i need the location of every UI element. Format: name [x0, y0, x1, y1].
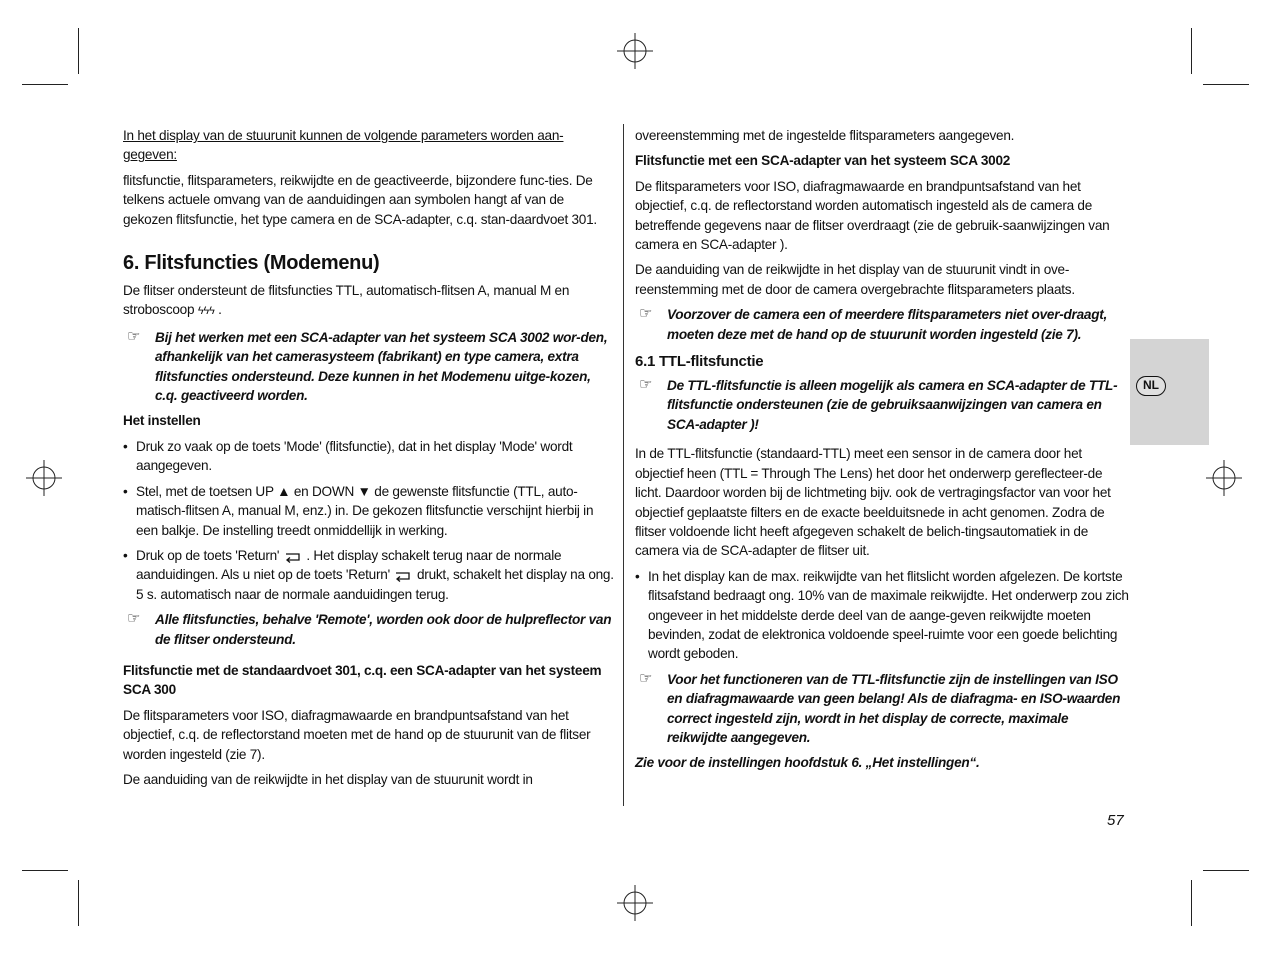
list-item [123, 437, 615, 476]
crop-mark [78, 880, 79, 926]
bullet-icon: • [123, 547, 128, 563]
modes-text: De flitser ondersteunt de flitsfuncties TTL, automatisch-flitsen A, manual M en stroboscoop [123, 283, 570, 318]
note-manual-parameters [635, 305, 1130, 344]
stroboscope-icon: ϟϟϟ [197, 305, 215, 318]
list-item [123, 546, 615, 604]
registration-mark-left [26, 460, 62, 496]
bullet-icon: • [635, 568, 640, 584]
pointing-hand-icon: ☞ [127, 610, 141, 628]
list-item [123, 482, 615, 540]
closing-reference: Zie voor de instellingen hoofdstuk 6. „Het instellingen“. [635, 755, 980, 771]
note-sca3002 [123, 328, 615, 406]
crop-mark [22, 870, 68, 871]
column-divider [623, 124, 624, 806]
subheading-het-instellen: Het instellen [123, 413, 201, 429]
list-item-text-b: . Het display schakelt terug naar de normale aanduidingen. Als u niet op de toets 'Return' [136, 547, 562, 583]
pointing-hand-icon: ☞ [127, 327, 141, 345]
list-item [635, 567, 1130, 664]
paragraph-continued: overeenstemming met de ingestelde flitsparameters aangegeven. [635, 128, 1015, 143]
modes-paragraph [123, 281, 615, 322]
bullet-icon: • [123, 483, 128, 499]
page-number: 57 [1107, 812, 1124, 829]
intro-underlined: In het display van de stuurunit kunnen de volgende parameters worden aan-gegeven: [123, 128, 564, 163]
note-text: Bij het werken met een SCA-adapter van het systeem SCA 3002 wor-den, afhankelijk van het camerasysteem (fabrikant) en type camera, extra flitsfuncties ondersteund. Deze kunnen in het Modemenu uitge-kozen, c.q. geactiveerd worden. [155, 329, 608, 404]
list-item-text-a: Druk op de toets 'Return' [136, 547, 280, 563]
crop-mark [78, 28, 79, 74]
left-column [123, 126, 615, 795]
paragraph-auto-parameters: De flitsparameters voor ISO, diafragmawaarde en brandpuntsafstand van het objectief, c.q. de reflectorstand worden automatisch ingesteld als de camera de betreffende gegevens naar de flitser overdraagt (zie de gebruik-saanwijzingen van camera en SCA-adapter ). [635, 178, 1110, 253]
language-badge: NL [1136, 376, 1166, 396]
return-icon [283, 551, 303, 563]
pointing-hand-icon: ☞ [639, 669, 653, 687]
bullet-icon: • [123, 438, 128, 454]
crop-mark [22, 84, 68, 85]
return-icon [393, 570, 413, 582]
pointing-hand-icon: ☞ [639, 305, 653, 323]
note-hulpreflector [123, 610, 615, 649]
section-heading: 6. Flitsfuncties (Modemenu) [123, 252, 380, 275]
paragraph-ttl-description: In de TTL-flitsfunctie (standaard-TTL) meet een sensor in de camera door het objectief heen (TTL = Through The Lens) het door het onderwerp gereflecteer-de licht. Daardoor worden bij de lichtmeting bijv. ook de vertragingsfactor van voor het objectief geplaatste filters en de exacte beelduitsnede in acht genomen. Zodra de flitser voldoende licht heeft afgegeven schakelt de belich-tingsautomatiek in de camera via de SCA-adapter de flitser uit. [635, 446, 1111, 559]
crop-mark [1203, 84, 1249, 85]
subsection-heading-ttl: 6.1 TTL-flitsfunctie [635, 353, 764, 371]
note-text: De TTL-flitsfunctie is alleen mogelijk als camera en SCA-adapter de TTL-flitsfunctie ondersteunen (zie de gebruiksaanwijzingen van camera en SCA-adapter )! [667, 378, 1118, 432]
crop-mark [1203, 870, 1249, 871]
language-tab [1130, 339, 1209, 445]
crop-mark [1191, 880, 1192, 926]
list-item-text: Stel, met de toetsen UP ▲ en DOWN ▼ de gewenste flitsfunctie (TTL, auto-matisch-flitsen A, manual M, enz.) in. De gekozen flitsfunctie verschijnt hierbij in een balkje. De instelling treedt onmiddellijk in werking. [136, 483, 594, 538]
paragraph-flitsparameters: De flitsparameters voor ISO, diafragmawaarde en brandpuntsafstand van het objectief, c.q. de reflectorstand moeten met de hand op de stuurunit van de flitser worden ingesteld (zie 7). [123, 707, 591, 762]
note-ttl-support [635, 376, 1130, 434]
note-text: Voorzover de camera een of meerdere flitsparameters niet over-draagt, moeten deze met de hand op de stuurunit worden ingesteld (zie 7). [667, 307, 1108, 342]
note-text: Voor het functioneren van de TTL-flitsfunctie zijn de instellingen van ISO en diafragmawaarde van geen belang! Als de diafragma- en ISO-waarden correct ingesteld zijn, wordt in het display de correcte, maximale reikwijdte aangegeven. [667, 671, 1121, 745]
subheading-sca3002: Flitsfunctie met een SCA-adapter van het systeem SCA 3002 [635, 153, 1011, 169]
list-item-text: Druk zo vaak op de toets 'Mode' (flitsfunctie), dat in het display 'Mode' wordt aangegeven. [136, 438, 573, 474]
intro-text: flitsfunctie, flitsparameters, reikwijdte en de geactiveerde, bijzondere func-ties. De telkens actuele omvang van de aanduidingen aan symbolen hangt af van de gekozen flitsfunctie, het type camera en de SCA-adapter, c.q. stan-daardvoet 301. [123, 172, 597, 227]
registration-mark-bottom [617, 885, 653, 921]
modes-text-end: . [218, 302, 222, 318]
paragraph-reikwijdte-camera: De aanduiding van de reikwijdte in het display van de stuurunit vindt in ove-reenstemming met de door de camera overgebrachte flitsparameters plaats. [635, 262, 1075, 297]
crop-mark [1191, 28, 1192, 74]
note-ttl-iso [635, 670, 1130, 748]
subheading-standaardvoet: Flitsfunctie met de standaardvoet 301, c.q. een SCA-adapter van het systeem SCA 300 [123, 662, 602, 698]
registration-mark-top [617, 33, 653, 69]
paragraph-reikwijdte: De aanduiding van de reikwijdte in het display van de stuurunit wordt in [123, 771, 533, 787]
list-item-text: In het display kan de max. reikwijdte van het flitslicht worden afgelezen. De kortste flitsafstand bedraagt ong. 10% van de maximale reikwijdte. Het onderwerp zou zich ongeveer in het middelste derde deel van de aange-geven reikwijdte moeten bevinden, zodat de elektronica voldoende speel-ruimte voor een goede belichting wordt geboden. [648, 568, 1129, 662]
note-text: Alle flitsfuncties, behalve 'Remote', worden ook door de hulpreflector van de flitser ondersteund. [155, 612, 612, 647]
pointing-hand-icon: ☞ [639, 376, 653, 394]
right-column [635, 126, 1130, 779]
registration-mark-right [1206, 460, 1242, 496]
list-item-text-c: drukt, schakelt het display na ong. 5 s. automatisch naar de normale aanduidingen terug. [136, 567, 614, 602]
